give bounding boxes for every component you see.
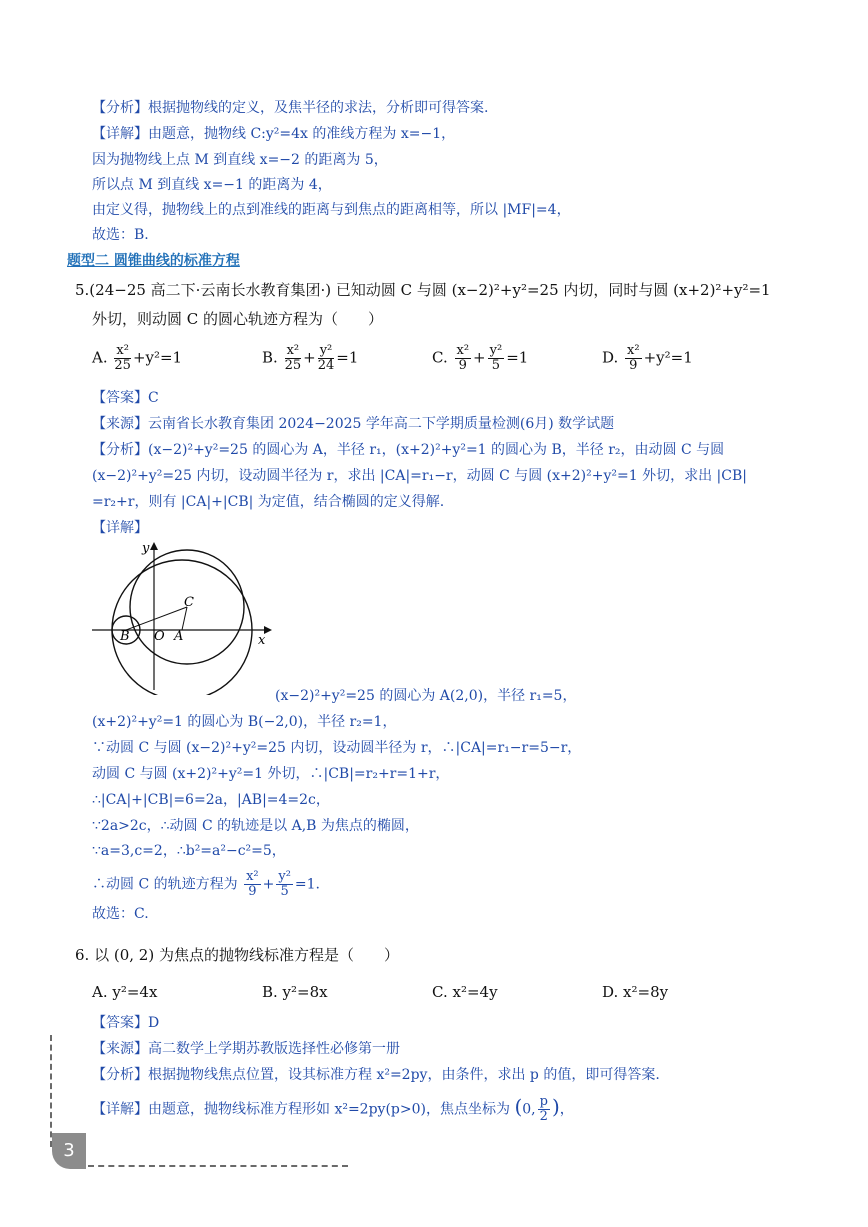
q6-answer: 【答案】D	[92, 1015, 160, 1031]
q6-option-d: D. x²=8y	[602, 983, 669, 1001]
analysis-text: 【分析】根据抛物线的定义，及焦半径的求法，分析即可得答案.	[92, 100, 489, 116]
detail-line-1: 【详解】由题意，抛物线 C:y²=4x 的准线方程为 x=−1，	[92, 126, 456, 142]
label-o: O	[154, 629, 165, 644]
q5-option-a-label: A.	[92, 348, 108, 367]
q5-detail-8-suffix: =1.	[294, 876, 321, 893]
q6-stem: 6. 以 (0, 2) 为焦点的抛物线标准方程是（ ）	[75, 946, 399, 964]
q5-detail-8-prefix: ∴动圆 C 的轨迹方程为	[92, 876, 238, 893]
q5-detail-6: ∵2a>2c，∴动圆 C 的轨迹是以 A,B 为焦点的椭圆，	[92, 818, 419, 834]
q5-detail-7: ∵a=3,c=2，∴b²=a²−c²=5，	[92, 843, 286, 859]
detail-line-2: 因为抛物线上点 M 到直线 x=−2 的距离为 5，	[92, 152, 388, 168]
q5-detail-2: (x+2)²+y²=1 的圆心为 B(−2,0)，半径 r₂=1，	[92, 714, 397, 730]
q6-detail-prefix: 【详解】由题意，抛物线标准方程形如 x²=2py(p>0)，焦点坐标为	[92, 1101, 510, 1118]
q5-option-c: C. $\frac{\text{x²}}{9}$ + $\frac{\text{y²}}{5}$ =1	[432, 343, 529, 373]
q5-option-d: D. $\frac{\text{x²}}{9}$ +y²=1	[602, 343, 693, 373]
q6-detail-suffix: ，	[559, 1101, 574, 1118]
q5-detail-4: 动圆 C 与圆 (x+2)²+y²=1 外切，∴|CB|=r₂+r=1+r，	[92, 766, 450, 782]
circle-diagram	[92, 540, 282, 695]
q5-detail-8: ∴动圆 C 的轨迹方程为 $\frac{\text{x²}}{9}$ + $\frac{\text{y²}}{5}$ =1.	[92, 869, 321, 899]
q5-source: 【来源】云南省长水教育集团 2024−2025 学年高二下学期质量检测(6月) 数学试题	[92, 416, 615, 432]
q5-option-c-label: C.	[432, 348, 448, 367]
y-axis-arrow	[150, 542, 158, 550]
q5-option-b: B. $\frac{\text{x²}}{25}$ + $\frac{\text{y²}}{24}$ =1	[262, 343, 359, 373]
label-c: C	[184, 595, 194, 610]
q5-analysis-1: 【分析】(x−2)²+y²=25 的圆心为 A，半径 r₁，(x+2)²+y²=1 的圆心为 B，半径 r₂，由动圆 C 与圆	[92, 442, 725, 458]
q5-analysis-3: =r₂+r，则有 |CA|+|CB| 为定值，结合椭圆的定义得解.	[92, 494, 445, 510]
q5-detail-9: 故选：C.	[92, 906, 149, 922]
segment-ac	[182, 607, 187, 630]
section-title: 题型二 圆锥曲线的标准方程	[67, 253, 240, 269]
label-a: A	[174, 629, 184, 644]
q5-option-b-label: B.	[262, 348, 278, 367]
q5-option-d-label: D.	[602, 348, 619, 367]
label-y: y	[142, 541, 150, 556]
page-dashed-footer	[88, 1165, 348, 1167]
q6-option-c: C. x²=4y	[432, 983, 498, 1001]
q5-stem-line-1: 5.(24−25 高二下·云南长水教育集团·) 已知动圆 C 与圆 (x−2)²+y²=25 内切，同时与圆 (x+2)²+y²=1	[75, 281, 771, 299]
detail-line-5: 故选：B.	[92, 227, 149, 243]
q5-detail-5: ∴|CA|+|CB|=6=2a，|AB|=4=2c，	[92, 792, 330, 808]
q6-option-a: A. y²=4x	[92, 983, 158, 1001]
page-dashed-edge	[50, 1035, 52, 1147]
q5-analysis-2: (x−2)²+y²=25 内切，设动圆半径为 r，求出 |CA|=r₁−r，动圆 C 与圆 (x+2)²+y²=1 外切，求出 |CB|	[92, 468, 747, 484]
q5-detail-1: (x−2)²+y²=25 的圆心为 A(2,0)，半径 r₁=5，	[275, 688, 577, 704]
page-number: 3	[52, 1133, 86, 1169]
detail-line-3: 所以点 M 到直线 x=−1 的距离为 4，	[92, 177, 332, 193]
q5-detail-label: 【详解】	[92, 520, 148, 536]
label-x: x	[258, 633, 266, 648]
q6-source: 【来源】高二数学上学期苏教版选择性必修第一册	[92, 1041, 400, 1057]
q5-option-a: A. $\frac{\text{x²}}{25}$ +y²=1	[92, 343, 183, 373]
q6-detail: 【详解】由题意，抛物线标准方程形如 x²=2py(p>0)，焦点坐标为 (0, $\frac{p}{2}$ )，	[92, 1094, 574, 1124]
q6-option-b: B. y²=8x	[262, 983, 328, 1001]
label-b: B	[120, 629, 130, 644]
q6-analysis: 【分析】根据抛物线焦点位置，设其标准方程 x²=2py，由条件，求出 p 的值，即可得答案.	[92, 1067, 660, 1083]
q5-detail-3: ∵动圆 C 与圆 (x−2)²+y²=25 内切，设动圆半径为 r，∴|CA|=r₁−r=5−r，	[92, 740, 582, 756]
q5-stem-line-2: 外切，则动圆 C 的圆心轨迹方程为（ ）	[92, 310, 384, 328]
q5-answer: 【答案】C	[92, 390, 159, 406]
detail-line-4: 由定义得，抛物线上的点到准线的距离与到焦点的距离相等，所以 |MF|=4，	[92, 202, 571, 218]
